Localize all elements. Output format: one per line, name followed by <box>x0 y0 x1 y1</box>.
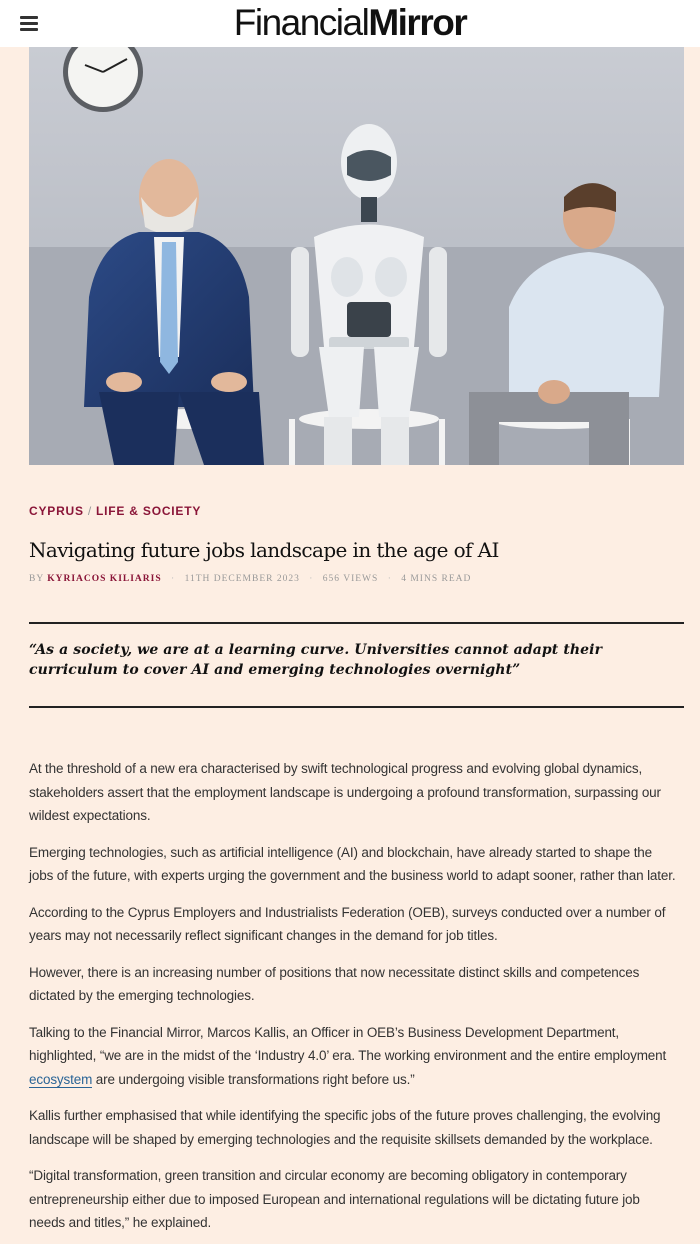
meta-separator: · <box>171 574 176 584</box>
article-categories <box>29 504 201 518</box>
logo-financial: Financial <box>233 2 369 43</box>
article-paragraph: At the threshold of a new era characterised by swift technological progress and evolving global dynamics, stakeholders assert that the employment landscape is undergoing a profound transformation, surpassing our wildest expectations. <box>29 761 661 823</box>
category-link-life-society[interactable]: LIFE & SOCIETY <box>95 504 202 518</box>
article-body <box>29 757 679 1244</box>
pull-quote-top-rule <box>29 622 684 624</box>
top-bar <box>0 0 700 47</box>
paragraph-text: Talking to the Financial Mirror, Marcos Kallis, an Officer in OEB’s Business Development Department, highlighted, “we are in the midst of the ‘Industry 4.0’ era. The working environment and the entire employment <box>29 1024 667 1063</box>
meta-by: BY <box>29 574 44 584</box>
meta-separator: · <box>309 574 314 584</box>
article-paragraph: According to the Cyprus Employers and Industrialists Federation (OEB), surveys conducted over a number of years may not necessarily reflect significant changes in the demand for job titles. <box>29 904 666 943</box>
paragraph-text: are undergoing visible transformations right before us.” <box>92 1071 415 1087</box>
pull-quote-bottom-rule <box>29 706 684 708</box>
hero-image <box>29 47 684 465</box>
article-paragraph: “Digital transformation, green transition and circular economy are becoming obligatory in contemporary entrepreneurship either due to imposed European and international regulations will be dictating future job needs and titles,” he explained. <box>29 1168 640 1230</box>
article-title: Navigating future jobs landscape in the age of AI <box>29 538 499 562</box>
article-paragraph: Kallis further emphasised that while identifying the specific jobs of the future proves challenging, the evolving landscape will be shaped by emerging technologies and the requisite skillsets demanded by the workplace. <box>29 1108 661 1147</box>
ecosystem-link[interactable]: ecosystem <box>29 1071 93 1087</box>
view-count: 656 VIEWS <box>322 574 379 584</box>
logo-mirror: Mirror <box>368 2 467 43</box>
article-paragraph: Emerging technologies, such as artificial intelligence (AI) and blockchain, have already started to shape the jobs of the future, with experts urging the government and the business world to adapt sooner, rather than later. <box>29 844 676 883</box>
meta-separator: · <box>387 574 392 584</box>
category-separator: / <box>87 504 92 518</box>
article-paragraph: However, there is an increasing number of positions that now necessitate distinct skills and competences dictated by the emerging technologies. <box>29 964 640 1003</box>
author-link[interactable]: KYRIACOS KILIARIS <box>47 574 162 584</box>
site-logo[interactable] <box>0 3 700 43</box>
category-link-cyprus[interactable]: CYPRUS <box>29 504 84 518</box>
publish-date: 11TH DECEMBER 2023 <box>184 574 300 584</box>
article-paragraph <box>29 1021 679 1092</box>
pull-quote: “As a society, we are at a learning curve. Universities cannot adapt their curriculum to cover AI and emerging technologies overnight” <box>29 642 603 678</box>
read-time: 4 MINS READ <box>401 574 472 584</box>
article-meta <box>29 574 471 584</box>
